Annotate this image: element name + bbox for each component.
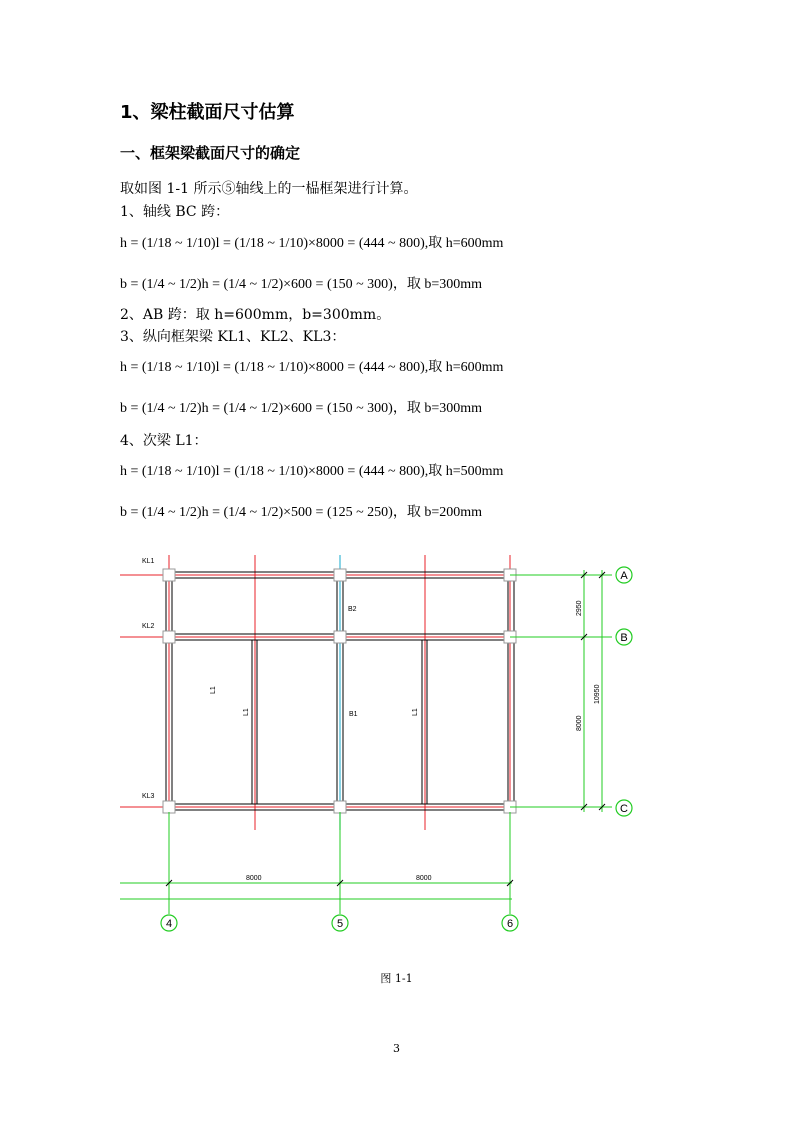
dim-2950: 2950 [576, 600, 583, 616]
axis-label-a: A [620, 570, 628, 582]
item-2: 2、AB 跨：取 h=600mm，b=300mm。 [120, 307, 391, 323]
beam-label-l1-c: L1 [412, 708, 419, 716]
axis-label-c: C [620, 803, 628, 815]
beam-label-l1-a: L1 [210, 686, 217, 694]
page-number: 3 [393, 1042, 400, 1055]
grid-axes [120, 555, 530, 830]
beam-label-kl3: KL3 [142, 793, 155, 800]
item-1: 1、轴线 BC 跨： [120, 204, 230, 220]
item-4: 4、次梁 L1： [120, 433, 208, 449]
section-heading: 1、梁柱截面尺寸估算 [120, 102, 295, 123]
beam-label-kl2: KL2 [142, 623, 155, 630]
dimension-lines [120, 570, 612, 914]
intro-text: 取如图 1-1 所示⑤轴线上的一榀框架进行计算。 [120, 181, 418, 197]
dim-10950: 10950 [594, 684, 601, 704]
equation-4: b = (1/4 ~ 1/2)h = (1/4 ~ 1/2)×600 = (150 ~ 300)，取 b=300mm [120, 401, 483, 416]
item-3: 3、纵向框架梁 KL1、KL2、KL3： [120, 329, 346, 345]
slab-label-b1: B1 [349, 711, 358, 718]
subsection-heading: 一、框架梁截面尺寸的确定 [120, 144, 301, 162]
beam-label-l1-b: L1 [243, 708, 250, 716]
equation-1: h = (1/18 ~ 1/10)l = (1/18 ~ 1/10)×8000 = (444 ~ 800),取 h=600mm [120, 236, 504, 251]
axis-label-6: 6 [506, 918, 514, 930]
equation-6: b = (1/4 ~ 1/2)h = (1/4 ~ 1/2)×500 = (125 ~ 250)，取 b=200mm [120, 505, 483, 520]
dim-8000-left: 8000 [246, 875, 262, 882]
dim-8000-vertical: 8000 [576, 715, 583, 731]
axis-label-5: 5 [336, 918, 344, 930]
axis-label-4: 4 [165, 918, 173, 930]
dimension-ticks [166, 572, 605, 886]
slab-label-b2: B2 [348, 606, 357, 613]
dim-8000-right: 8000 [416, 875, 432, 882]
equation-5: h = (1/18 ~ 1/10)l = (1/18 ~ 1/10)×8000 = (444 ~ 800),取 h=500mm [120, 464, 504, 479]
axis-bubbles [161, 567, 632, 931]
figure-caption: 图 1-1 [380, 972, 413, 985]
equation-3: h = (1/18 ~ 1/10)l = (1/18 ~ 1/10)×8000 = (444 ~ 800),取 h=600mm [120, 360, 504, 375]
equation-2: b = (1/4 ~ 1/2)h = (1/4 ~ 1/2)×600 = (150 ~ 300)，取 b=300mm [120, 277, 483, 292]
axis-label-b: B [620, 632, 628, 644]
beam-label-kl1: KL1 [142, 558, 155, 565]
